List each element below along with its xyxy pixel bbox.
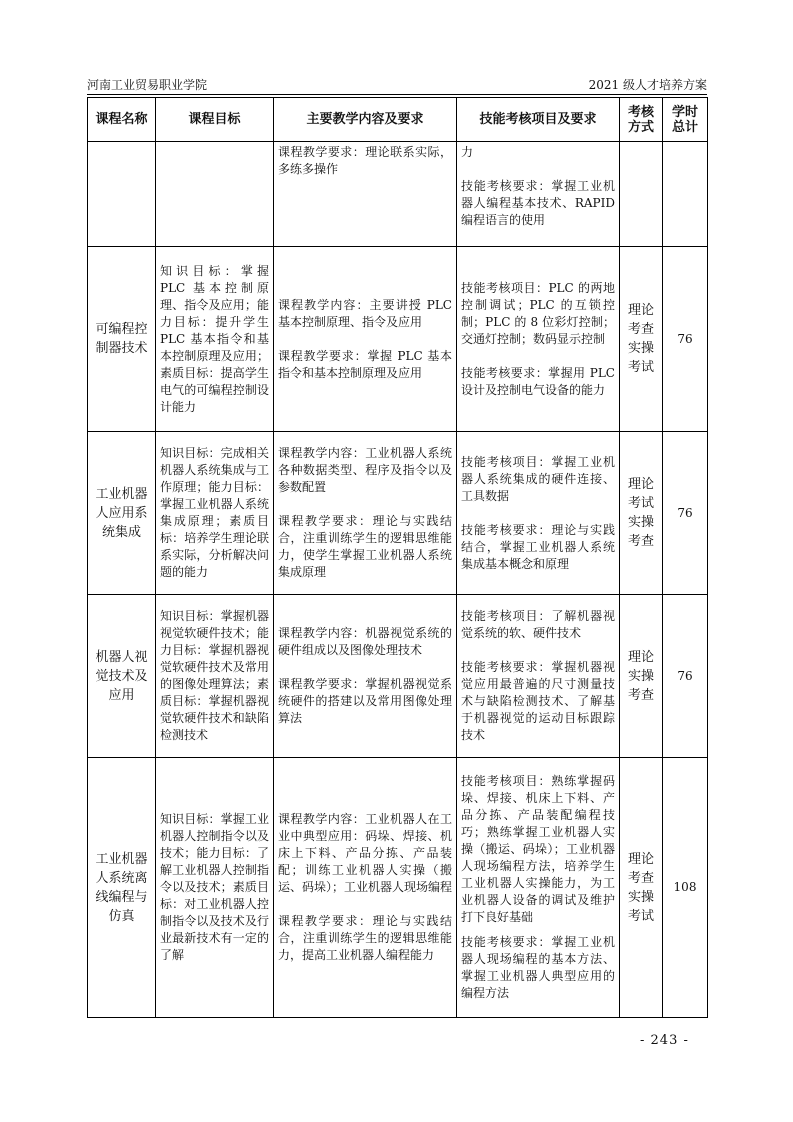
- col-header-name: 课程名称: [88, 98, 156, 142]
- table-row: [88, 247, 708, 432]
- col-header-content: 主要教学内容及要求: [274, 98, 457, 142]
- course-name: 可编程控制器技术: [88, 247, 156, 432]
- exam-method: 理论考查实操考试: [620, 247, 663, 432]
- exam-method: [620, 142, 663, 247]
- skill-requirement: 技能考核要求：掌握用 PLC 设计及控制电气设备的能力: [461, 365, 615, 397]
- course-skill: [457, 432, 620, 595]
- skill-requirement: 技能考核要求：理论与实践结合，掌握工业机器人系统集成基本概念和原理: [461, 522, 615, 571]
- content-requirement: 课程教学要求：理论与实践结合，注重训练学生的逻辑思维能力，使学生掌握工业机器人系统集成原理: [278, 514, 452, 579]
- table-row: [88, 595, 708, 758]
- table-row: [88, 432, 708, 595]
- skill-items: 技能考核项目：了解机器视觉系统的软、硬件技术: [461, 609, 615, 640]
- col-header-goal: 课程目标: [156, 98, 274, 142]
- content-requirement: 课程教学要求：掌握 PLC 基本指令和基本控制原理及应用: [278, 348, 452, 380]
- skill-items: 技能考核项目：熟练掌握码垛、焊接、机床上下料、产品分拣、产品装配编程技巧；熟练掌握工业机器人实操（搬运、码垛）；工业机器人现场编程方法，培养学生工业机器人实操能力，为工业机器人设备的调试及维护打下良好基础: [461, 774, 615, 924]
- content-requirement: 课程教学要求：理论联系实际，多练多操作: [278, 145, 452, 176]
- skill-continuation: 力: [461, 145, 474, 159]
- exam-method: 理论考试实操考查: [620, 432, 663, 595]
- course-name: 工业机器人应用系统集成: [88, 432, 156, 595]
- exam-method: 理论实操考查: [620, 595, 663, 758]
- course-name: 机器人视觉技术及应用: [88, 595, 156, 758]
- skill-requirement: 技能考核要求：掌握工业机器人编程基本技术、RAPID 编程语言的使用: [461, 179, 615, 227]
- table-row: [88, 142, 708, 247]
- course-content: [274, 758, 457, 1018]
- col-header-exam: 考核方式: [620, 98, 663, 142]
- skill-items: 技能考核项目：PLC 的两地控制调试；PLC 的互锁控制；PLC 的 8 位彩灯控制；交通灯控制；数码显示控制: [461, 280, 615, 346]
- exam-method: 理论考查实操考试: [620, 758, 663, 1018]
- total-hours: 76: [663, 432, 708, 595]
- content-requirement: 课程教学要求：掌握机器视觉系统硬件的搭建以及常用图像处理算法: [278, 677, 452, 725]
- page-header: [87, 76, 707, 94]
- course-goal: 知识目标：掌握 PLC 基本控制原理、指令及应用；能力目标：提升学生 PLC 基本指令和基本控制原理及应用；素质目标：提高学生电气的可编程控制设计能力: [156, 247, 274, 432]
- total-hours: [663, 142, 708, 247]
- content-description: 课程教学内容：机器视觉系统的硬件组成以及图像处理技术: [278, 626, 452, 657]
- total-hours: 108: [663, 758, 708, 1018]
- course-goal: 知识目标：掌握工业机器人控制指令以及技术；能力目标：了解工业机器人控制指令以及技术；素质目标：对工业机器人控制指令以及技术及行业最新技术有一定的了解: [156, 758, 274, 1018]
- course-name: [88, 142, 156, 247]
- course-name: 工业机器人系统离线编程与仿真: [88, 758, 156, 1018]
- col-header-skill: 技能考核项目及要求: [457, 98, 620, 142]
- col-header-hours: 学时总计: [663, 98, 708, 142]
- course-skill: [457, 247, 620, 432]
- course-goal: 知识目标：掌握机器视觉软硬件技术；能力目标：掌握机器视觉软硬件技术及常用的图像处理算法；素质目标：掌握机器视觉软硬件技术和缺陷检测技术: [156, 595, 274, 758]
- header-rule: [87, 94, 707, 95]
- skill-items: 技能考核项目：掌握工业机器人系统集成的硬件连接、工具数据: [461, 454, 615, 503]
- curriculum-table: [87, 97, 708, 1018]
- table-row: [88, 758, 708, 1018]
- table-header-row: [88, 98, 708, 142]
- skill-requirement: 技能考核要求：掌握工业机器人现场编程的基本方法、掌握工业机器人典型应用的编程方法: [461, 935, 615, 1000]
- header-school: 河南工业贸易职业学院: [87, 78, 208, 92]
- content-description: 课程教学内容：工业机器人系统各种数据类型、程序及指令以及参数配置: [278, 446, 452, 494]
- course-skill: [457, 142, 620, 247]
- course-content: [274, 247, 457, 432]
- course-content: [274, 432, 457, 595]
- course-skill: [457, 758, 620, 1018]
- course-goal: [156, 142, 274, 247]
- course-goal: 知识目标：完成相关机器人系统集成与工作原理；能力目标：掌握工业机器人系统集成原理；素质目标：培养学生理论联系实际，分析解决问题的能力: [156, 432, 274, 595]
- total-hours: 76: [663, 247, 708, 432]
- page-number: - 243 -: [640, 1033, 689, 1048]
- total-hours: 76: [663, 595, 708, 758]
- content-description: 课程教学内容：主要讲授 PLC 基本控制原理、指令及应用: [278, 297, 452, 329]
- header-plan-title: 2021 级人才培养方案: [588, 78, 707, 92]
- course-content: [274, 595, 457, 758]
- course-content: [274, 142, 457, 247]
- content-requirement: 课程教学要求：理论与实践结合，注重训练学生的逻辑思维能力，提高工业机器人编程能力: [278, 914, 452, 962]
- skill-requirement: 技能考核要求：掌握机器视觉应用最普遍的尺寸测量技术与缺陷检测技术、了解基于机器视觉的运动目标跟踪技术: [461, 660, 615, 742]
- course-skill: [457, 595, 620, 758]
- content-description: 课程教学内容：工业机器人在工业中典型应用：码垛、焊接、机床上下料、产品分拣、产品装配；训练工业机器人实操（搬运、码垛）；工业机器人现场编程: [278, 812, 453, 894]
